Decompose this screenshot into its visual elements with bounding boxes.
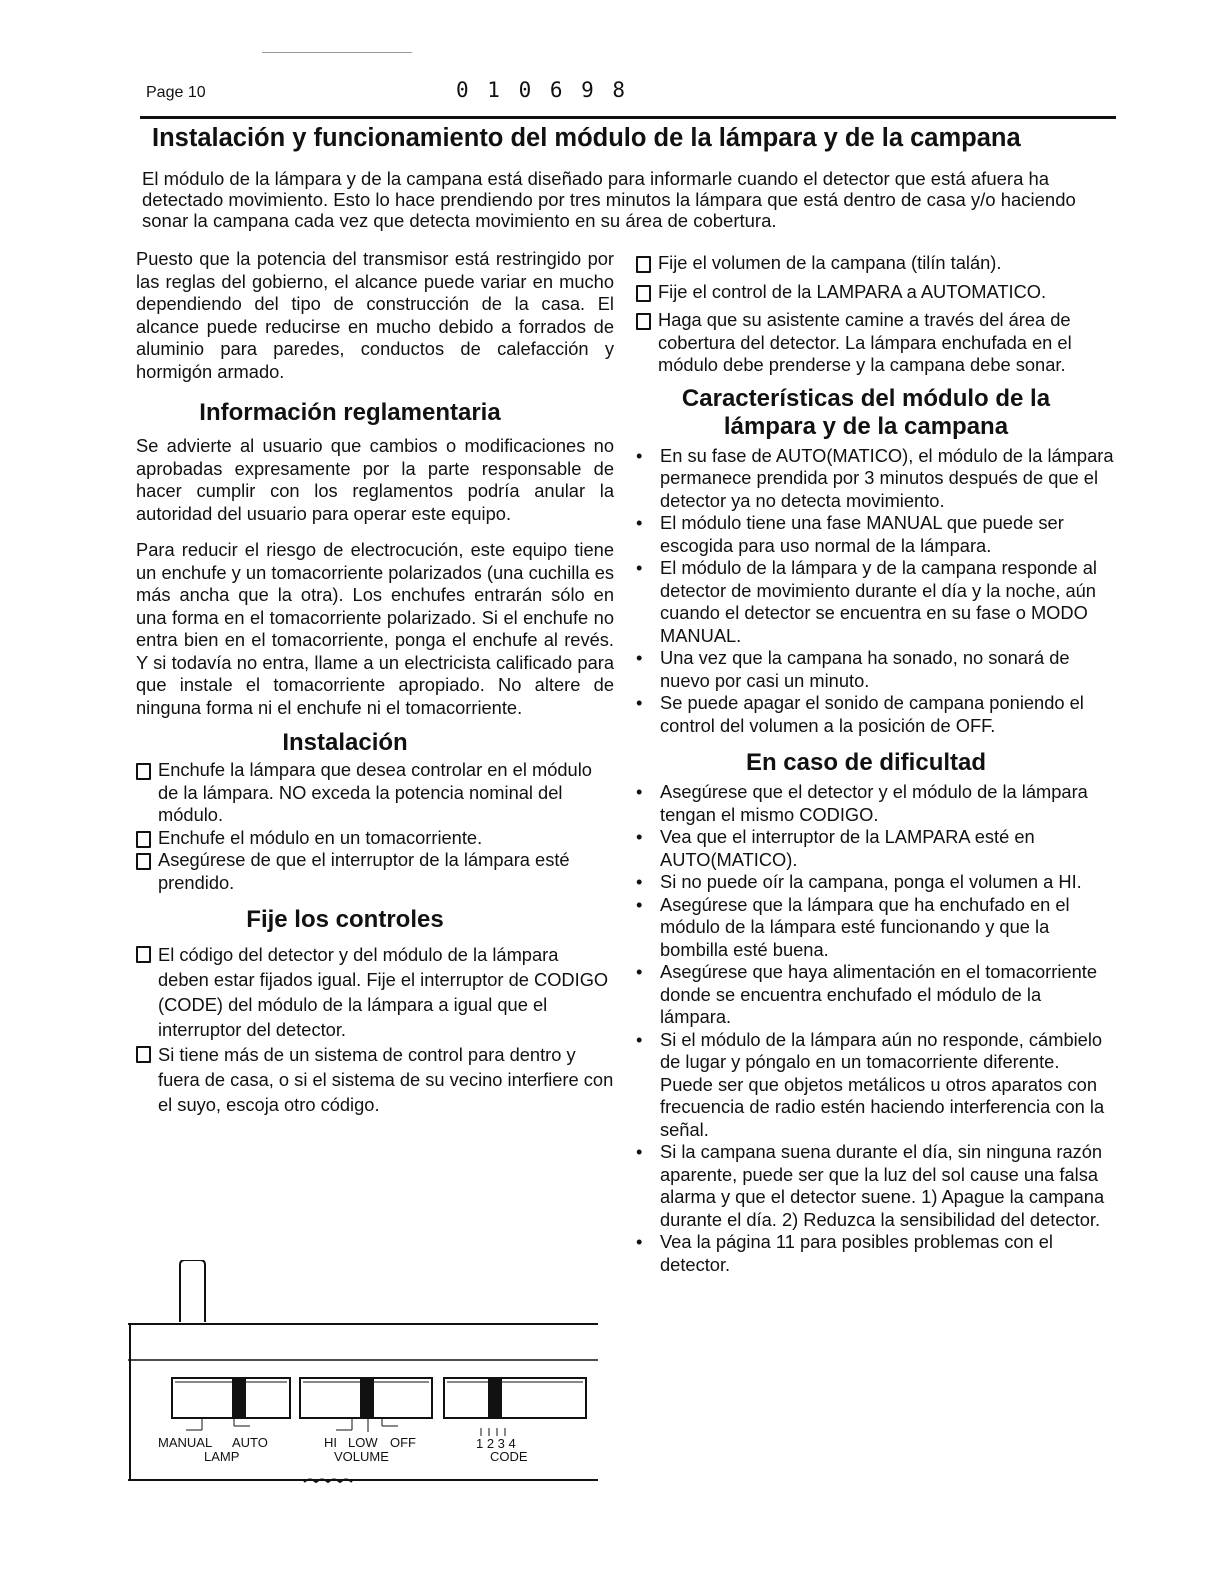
regulatory-paragraph-1: Se advierte al usuario que cambios o modificaciones no aprobadas expresamente por la parte responsable de hacer cumplir con los reglamentos podría anular la autoridad del usuario para operar este equipo. [136, 435, 614, 524]
checklist-item-text: El código del detector y del módulo de la lámpara deben estar fijados igual. Fije el interruptor de CODIGO (CODE) del módulo de la lámpara a igual que el interruptor del detector. [158, 944, 609, 1040]
checkbox-icon [136, 831, 151, 848]
checkbox-icon [136, 853, 151, 870]
list-item: • Vea la página 11 para posibles problemas con el detector. [636, 1231, 1116, 1276]
checklist-item-text: Fije el volumen de la campana (tilín talán). [658, 252, 1002, 273]
volume-hi-label: HI [324, 1435, 337, 1450]
lamp-manual-label: MANUAL [158, 1435, 213, 1450]
left-column [136, 248, 614, 1117]
page-title: Instalación y funcionamiento del módulo de la lámpara y de la campana [152, 124, 1021, 152]
features-heading-line-2: lámpara y de la campana [723, 412, 1009, 440]
regulatory-paragraph-2: Para reducir el riesgo de electrocución, este equipo tiene un enchufe y un tomacorriente polarizados (una cuchilla es más ancha que la otra). Los enchufes entrarán sólo en una forma en el tomacorriente polarizado. Si el enchufe no entra bien en el tomacorriente, ponga el enchufe al revés. Y si todavía no entra, llame a un electricista calificado para que instale el tomacorriente apropiado. No altere de ninguna forma ni el enchufe ni el tomacorriente. [136, 539, 614, 718]
checklist-item [136, 827, 614, 850]
checklist-item-text: Enchufe el módulo en un tomacorriente. [158, 826, 483, 848]
page-number: Page 10 [146, 84, 206, 101]
installation-list [136, 759, 614, 894]
features-heading-line-1: Características del módulo de la [681, 384, 1051, 412]
list-item: • El módulo tiene una fase MANUAL que puede ser escogida para uso normal de la lámpara. [636, 512, 1116, 557]
intro-paragraph: El módulo de la lámpara y de la campana está diseñado para informarle cuando el detector que está afuera ha detectado movimiento. Esto lo hace prendiendo por tres minutos la lámpara que está dentro de casa y/o haciendo sonar la campana cada vez que detecta movimiento en su área de cobertura. [142, 168, 1076, 231]
setup-checklist [636, 252, 1116, 377]
checkbox-icon [636, 313, 651, 330]
list-item: • Asegúrese que la lámpara que ha enchufado en el módulo de la lámpara esté funcionando y que la bombilla esté buena. [636, 894, 1116, 962]
checklist-item-text: Enchufe la lámpara que desea controlar en el módulo de la lámpara. NO exceda la potencia nominal del módulo. [158, 759, 592, 825]
list-item: • En su fase de AUTO(MATICO), el módulo de la lámpara permanece prendida por 3 minutos después de que el detector ya no detecta movimiento. [636, 445, 1116, 513]
checklist-item [636, 309, 1116, 377]
checklist-item-text: Asegúrese de que el interruptor de la lámpara esté prendido. [158, 849, 570, 893]
list-item: • El módulo de la lámpara y de la campana responde al detector de movimiento durante el día y la noche, aún cuando el detector se encuentra en su fase o MODO MANUAL. [636, 557, 1116, 647]
volume-off-label: OFF [390, 1435, 416, 1450]
list-item: • Asegúrese que el detector y el módulo de la lámpara tengan el mismo CODIGO. [636, 781, 1116, 826]
lamp-switch-label: LAMP [204, 1449, 240, 1464]
checkbox-icon [136, 1046, 151, 1063]
checklist-item-text: Si tiene más de un sistema de control para dentro y fuera de casa, o si el sistema de su vecino interfiere con el suyo, escoja otro código. [158, 1044, 614, 1115]
document-code: 0 1 0 6 9 8 [456, 78, 629, 102]
right-column [636, 252, 1116, 1276]
code-digits-label: 1 2 3 4 [476, 1436, 516, 1451]
features-list [636, 445, 1116, 738]
installation-heading: Instalación [282, 729, 408, 756]
range-paragraph: Puesto que la potencia del transmisor está restringido por las reglas del gobierno, el alcance puede variar en mucho dependiendo del tipo de construcción de la casa. El alcance puede reducirse en mucho debido a forrados de aluminio para paredes, conductos de calefacción y hormigón armado. [136, 248, 614, 382]
list-item: • Si el módulo de la lámpara aún no responde, cámbielo de lugar y póngalo en un tomacorriente diferente. Puede ser que objetos metálicos u otros aparatos con frecuencia de radio estén haciendo interferencia con la señal. [636, 1029, 1116, 1142]
control-panel-diagram [128, 1260, 598, 1500]
checklist-item [136, 849, 614, 894]
list-item: • Asegúrese que haya alimentación en el tomacorriente donde se encuentra enchufado el módulo de la lámpara. [636, 961, 1116, 1029]
code-switch-label: CODE [490, 1449, 528, 1464]
checklist-item [136, 942, 614, 1042]
regulatory-heading: Información reglamentaria [199, 399, 501, 426]
checklist-item-text: Haga que su asistente camine a través del área de cobertura del detector. La lámpara enchufada en el módulo debe prenderse y la campana debe sonar. [658, 309, 1072, 375]
checklist-item [636, 281, 1116, 304]
checkbox-icon [136, 763, 151, 780]
controls-list [136, 942, 614, 1117]
list-item: • Se puede apagar el sonido de campana poniendo el control del volumen a la posición de OFF. [636, 692, 1116, 737]
list-item: • Si no puede oír la campana, ponga el volumen a HI. [636, 871, 1116, 894]
volume-switch-label: VOLUME [334, 1449, 389, 1464]
faint-scan-mark [262, 52, 402, 90]
control-panel-drawing [128, 1260, 598, 1500]
checkbox-icon [136, 946, 151, 963]
header-rule [140, 116, 1116, 119]
controls-heading: Fije los controles [246, 906, 444, 933]
checkbox-icon [636, 256, 651, 273]
checklist-item-text: Fije el control de la LAMPARA a AUTOMATICO. [658, 280, 1047, 302]
features-heading [636, 385, 1096, 441]
checklist-item [136, 1042, 614, 1117]
list-item: • Vea que el interruptor de la LAMPARA esté en AUTO(MATICO). [636, 826, 1116, 871]
list-item: • Una vez que la campana ha sonado, no sonará de nuevo por casi un minuto. [636, 647, 1116, 692]
checklist-item [636, 252, 1116, 275]
checkbox-icon [636, 285, 651, 302]
trouble-heading: En caso de dificultad [745, 749, 987, 776]
volume-low-label: LOW [348, 1435, 378, 1450]
trouble-list [636, 781, 1116, 1276]
lamp-auto-label: AUTO [232, 1435, 268, 1450]
checklist-item [136, 759, 614, 827]
list-item: • Si la campana suena durante el día, sin ninguna razón aparente, puede ser que la luz del sol cause una falsa alarma y que el detector suene. 1) Apague la campana durante el día. 2) Reduzca la sensibilidad del detector. [636, 1141, 1116, 1231]
